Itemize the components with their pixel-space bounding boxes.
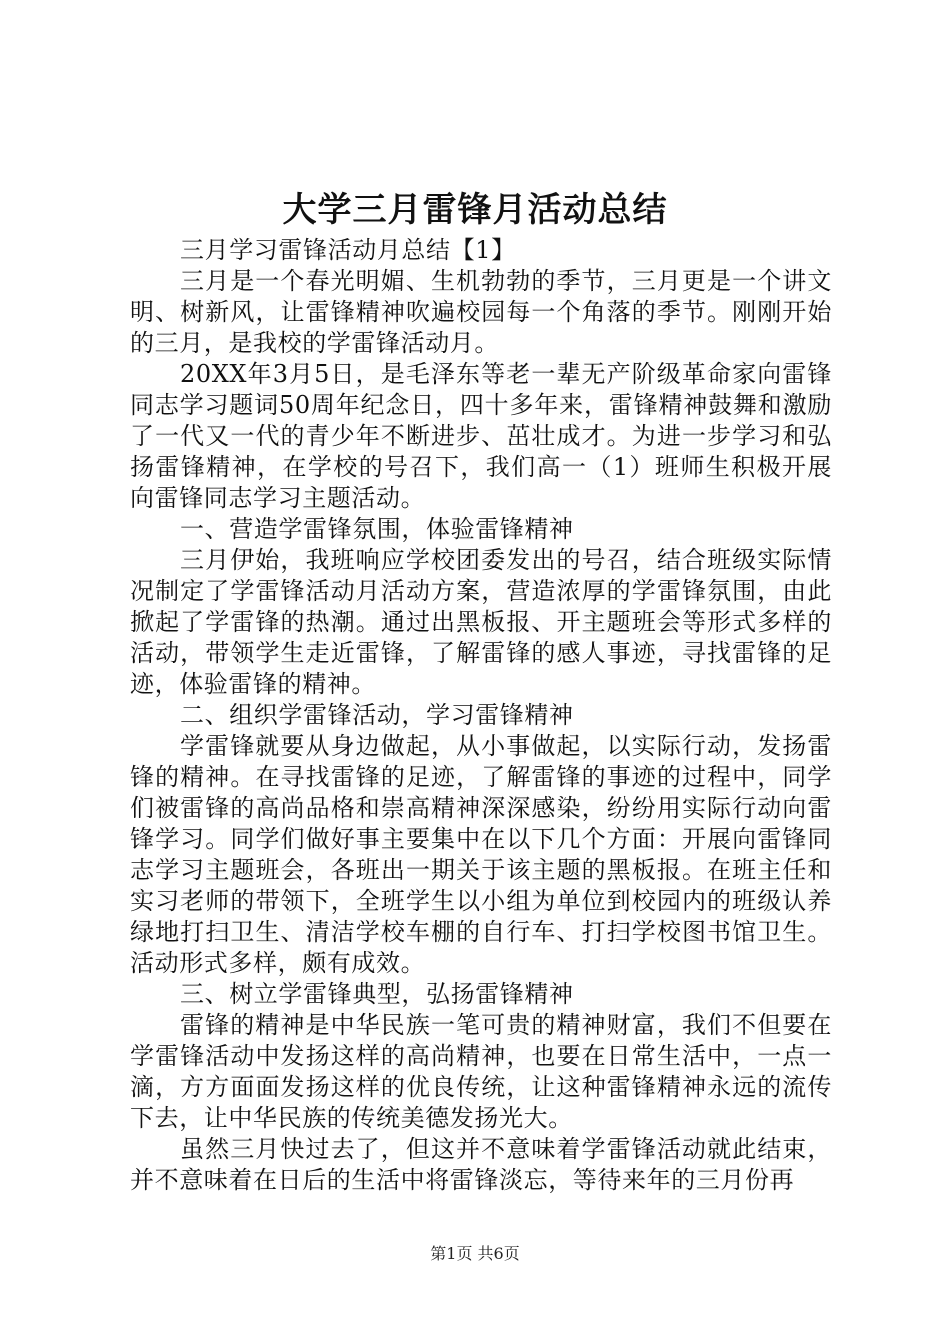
paragraph-background: 20XX年3月5日，是毛泽东等老一辈无产阶级革命家向雷锋同志学习题词50周年纪念日，四十多年来，雷锋精神鼓舞和激励了一代又一代的青少年不断进步、茁壮成才。为进一步学习和弘扬雷锋精神，在学校的号召下，我们高一（1）班师生积极开展向雷锋同志学习主题活动。 [130,360,832,512]
section-heading-3: 三、树立学雷锋典型，弘扬雷锋精神 [180,980,574,1008]
section-heading-2: 二、组织学雷锋活动，学习雷锋精神 [180,701,574,729]
paragraph-intro: 三月是一个春光明媚、生机勃勃的季节，三月更是一个讲文明、树新风，让雷锋精神吹遍校园每一个角落的季节。刚刚开始的三月，是我校的学雷锋活动月。 [130,267,832,357]
section-heading-1: 一、营造学雷锋氛围，体验雷锋精神 [180,515,574,543]
paragraph-section-1: 三月伊始，我班响应学校团委发出的号召，结合班级实际情况制定了学雷锋活动月活动方案，营造浓厚的学雷锋氛围，由此掀起了学雷锋的热潮。通过出黑板报、开主题班会等形式多样的活动，带领学生走近雷锋，了解雷锋的感人事迹，寻找雷锋的足迹，体验雷锋的精神。 [130,546,832,698]
document-body [130,235,832,1196]
document-title: 大学三月雷锋月活动总结 [282,190,668,230]
section-subtitle: 三月学习雷锋活动月总结【1】 [180,236,516,264]
paragraph-section-3: 雷锋的精神是中华民族一笔可贵的精神财富，我们不但要在学雷锋活动中发扬这样的高尚精神，也要在日常生活中，一点一滴，方方面面发扬这样的优良传统，让这种雷锋精神永远的流传下去，让中华民族的传统美德发扬光大。 [130,1011,832,1132]
page-footer: 第1页 共6页 [430,1244,520,1263]
paragraph-closing: 虽然三月快过去了，但这并不意味着学雷锋活动就此结束，并不意味着在日后的生活中将雷锋淡忘，等待来年的三月份再 [130,1135,832,1194]
paragraph-section-2: 学雷锋就要从身边做起，从小事做起，以实际行动，发扬雷锋的精神。在寻找雷锋的足迹，了解雷锋的事迹的过程中，同学们被雷锋的高尚品格和崇高精神深深感染，纷纷用实际行动向雷锋学习。同学们做好事主要集中在以下几个方面：开展向雷锋同志学习主题班会，各班出一期关于该主题的黑板报。在班主任和实习老师的带领下，全班学生以小组为单位到校园内的班级认养绿地打扫卫生、清洁学校车棚的自行车、打扫学校图书馆卫生。活动形式多样，颇有成效。 [130,732,832,977]
